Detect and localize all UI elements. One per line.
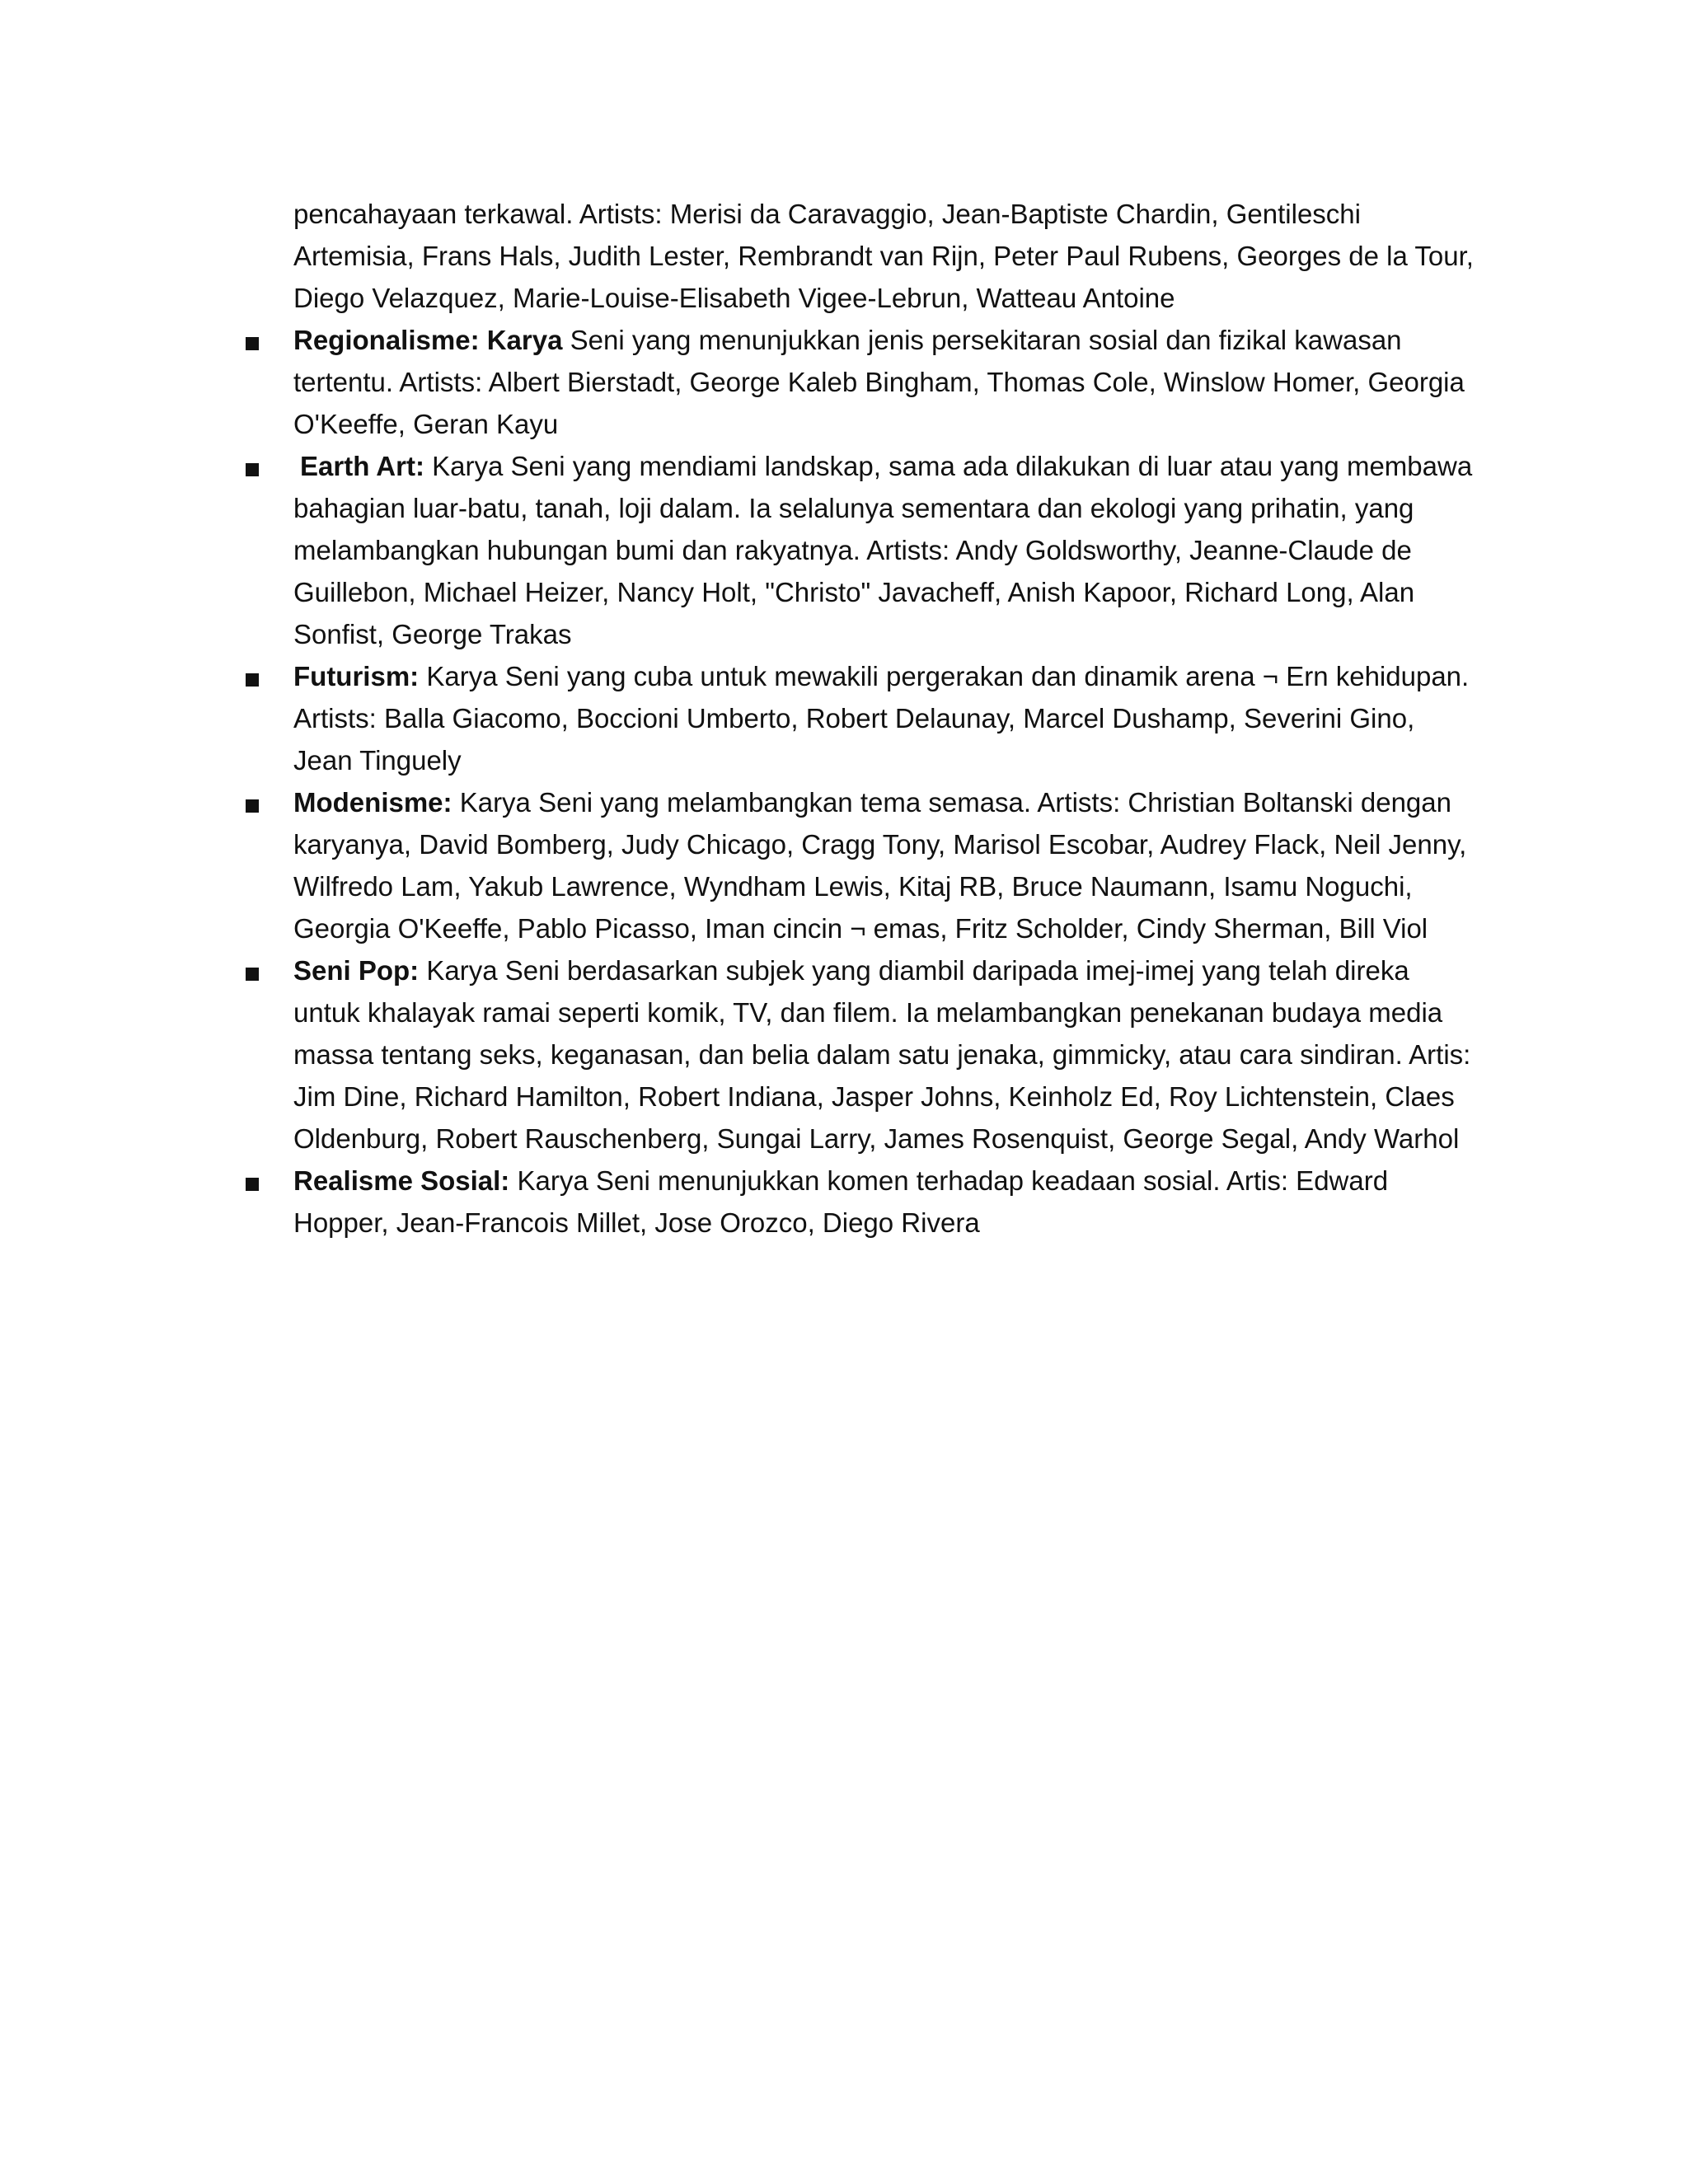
square-bullet-icon [246, 1178, 259, 1191]
art-movements-list [293, 319, 1480, 1244]
term-label: Seni Pop: [293, 955, 420, 986]
list-item-earth-art [293, 445, 1480, 655]
list-item-seni-pop [293, 949, 1480, 1160]
square-bullet-icon [246, 337, 259, 350]
square-bullet-icon [246, 968, 259, 981]
term-label: Futurism: [293, 661, 420, 691]
term-description: Karya Seni berdasarkan subjek yang diambil daripada imej-imej yang telah direka untuk khalayak ramai seperti komik, TV, dan filem. Ia melambangkan penekanan budaya media massa tentang seks, keganasan, dan belia dalam satu jenaka, gimmicky, atau cara sindiran. Artis: Jim Dine, Richard Hamilton, Robert Indiana, Jasper Johns, Keinholz Ed, Roy Lichtenstein, Claes Oldenburg, Robert Rauschenberg, Sungai Larry, James Rosenquist, George Segal, Andy Warhol [293, 955, 1471, 1154]
document-body [293, 193, 1480, 1244]
term-label: Regionalisme: Karya [293, 325, 563, 355]
term-description: Karya Seni yang cuba untuk mewakili pergerakan dan dinamik arena ¬ Ern kehidupan. Artists: Balla Giacomo, Boccioni Umberto, Robert Delaunay, Marcel Dushamp, Severini Gino, Jean Tinguely [293, 661, 1470, 776]
square-bullet-icon [246, 799, 259, 813]
intro-paragraph: pencahayaan terkawal. Artists: Merisi da Caravaggio, Jean-Baptiste Chardin, Gentileschi Artemisia, Frans Hals, Judith Lester, Rembrandt van Rijn, Peter Paul Rubens, Georges de la Tour, Diego Velazquez, Marie-Louise-Elisabeth Vigee-Lebrun, Watteau Antoine [293, 199, 1474, 313]
term-label: Modenisme: [293, 787, 452, 818]
list-item-modenisme [293, 781, 1480, 949]
term-label: Earth Art: [300, 451, 424, 481]
term-label: Realisme Sosial: [293, 1165, 510, 1196]
list-item-regionalisme [293, 319, 1480, 445]
list-item-futurism [293, 655, 1480, 781]
term-description: Karya Seni menunjukkan komen terhadap keadaan sosial. Artis: Edward Hopper, Jean-Francois Millet, Jose Orozco, Diego Rivera [293, 1165, 1389, 1238]
list-item-realisme-sosial [293, 1160, 1480, 1244]
square-bullet-icon [246, 673, 259, 687]
term-description: Seni yang menunjukkan jenis persekitaran sosial dan fizikal kawasan tertentu. Artists: Albert Bierstadt, George Kaleb Bingham, Thomas Cole, Winslow Homer, Georgia O'Keeffe, Geran Kayu [293, 325, 1465, 439]
term-description: Karya Seni yang mendiami landskap, sama ada dilakukan di luar atau yang membawa bahagian luar-batu, tanah, loji dalam. Ia selalunya sementara dan ekologi yang prihatin, yang melambangkan hubungan bumi dan rakyatnya. Artists: Andy Goldsworthy, Jeanne-Claude de Guillebon, Michael Heizer, Nancy Holt, "Christo" Javacheff, Anish Kapoor, Richard Long, Alan Sonfist, George Trakas [293, 451, 1473, 649]
square-bullet-icon [246, 463, 259, 476]
term-description: Karya Seni yang melambangkan tema semasa. Artists: Christian Boltanski dengan karyanya, David Bomberg, Judy Chicago, Cragg Tony, Marisol Escobar, Audrey Flack, Neil Jenny, Wilfredo Lam, Yakub Lawrence, Wyndham Lewis, Kitaj RB, Bruce Naumann, Isamu Noguchi, Georgia O'Keeffe, Pablo Picasso, Iman cincin ¬ emas, Fritz Scholder, Cindy Sherman, Bill Viol [293, 787, 1467, 944]
